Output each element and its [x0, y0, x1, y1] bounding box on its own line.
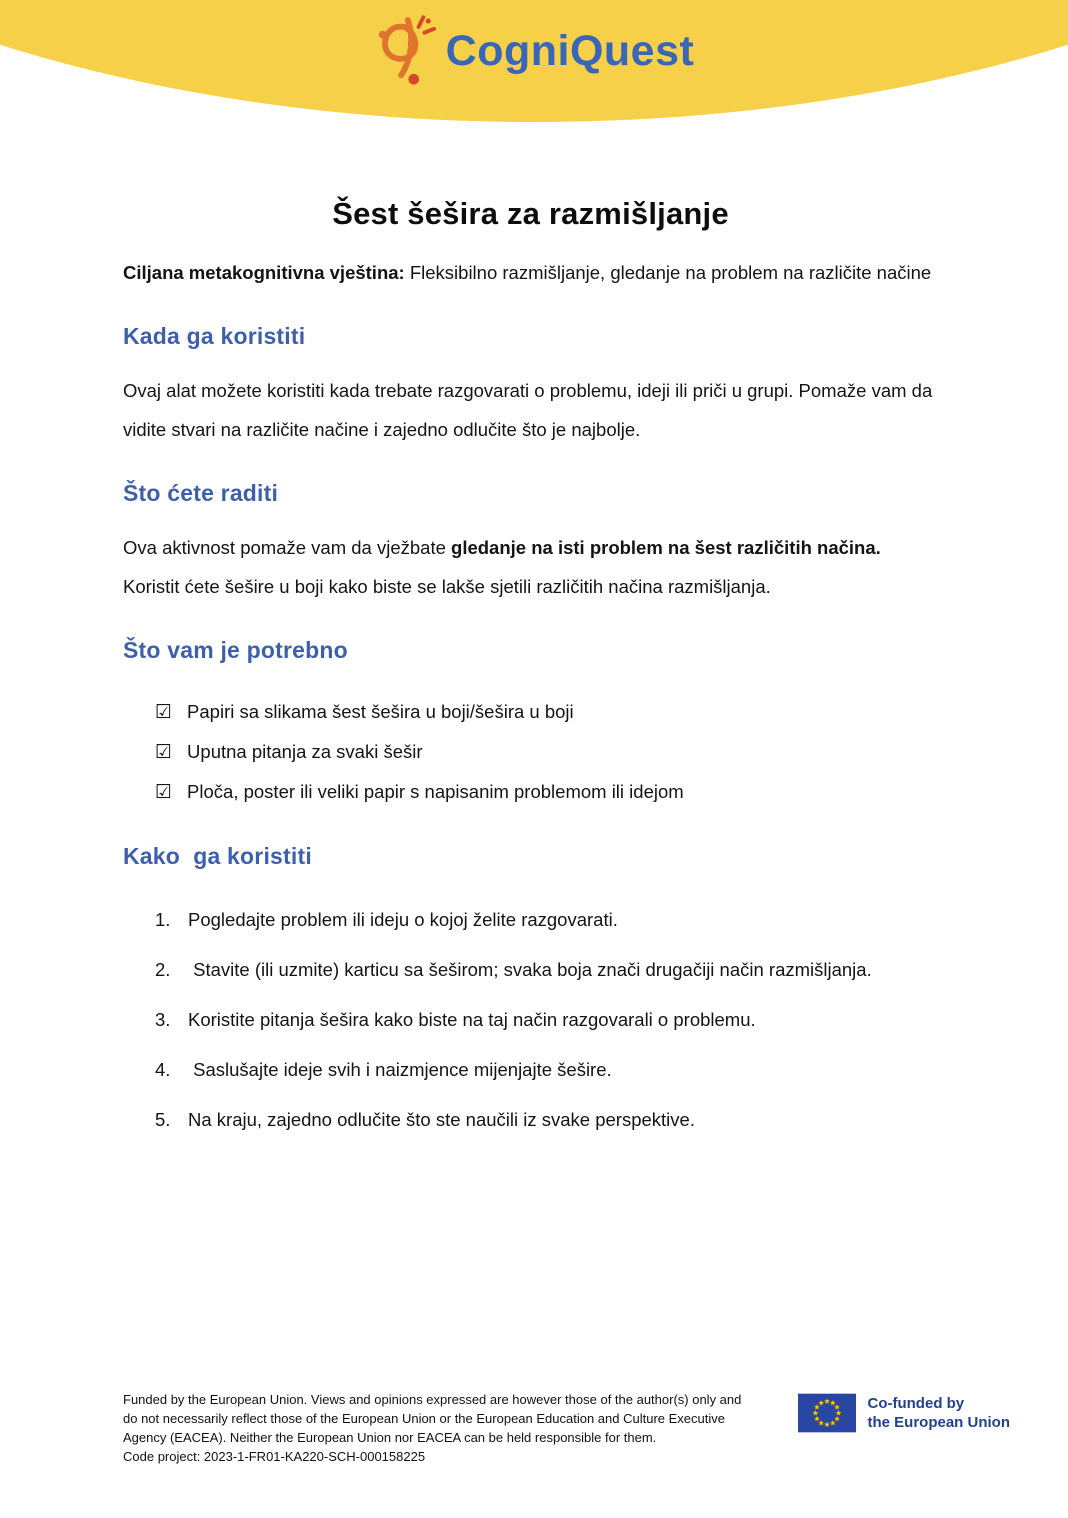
checked-checkbox-icon: ☑ [155, 780, 173, 803]
section-heading-what: Što ćete raditi [123, 479, 279, 506]
step-text: Na kraju, zajedno odlučite što ste naučili iz svake perspektive. [188, 1108, 695, 1130]
step-number: 5. [155, 1108, 171, 1130]
footer-line: do not necessarily reflect those of the European Union or the European Education and Culture Executive [123, 1411, 725, 1426]
step-number: 3. [155, 1008, 171, 1030]
footer-line: Agency (EACEA). Neither the European Union nor EACEA can be held responsible for them. [123, 1430, 657, 1445]
checklist-item-label: Ploča, poster ili veliki papir s napisanim problemom ili idejom [187, 780, 684, 802]
needs-checklist [123, 692, 938, 812]
step-text: Stavite (ili uzmite) karticu sa šeširom; svaka boja znači drugačiji način razmišljanja. [188, 958, 872, 980]
step-number: 1. [155, 908, 171, 930]
what-text-bold: gledanje na isti problem na šest različitih načina. [451, 536, 881, 558]
footer-disclaimer [123, 1390, 788, 1466]
eu-badge-label-line2: the European Union [867, 1414, 1010, 1431]
intro-label: Ciljana metakognitivna vještina: [123, 261, 405, 283]
checked-checkbox-icon: ☑ [155, 700, 173, 723]
step-item [155, 1100, 938, 1139]
eu-badge-label [868, 1393, 1011, 1432]
footer-line: Funded by the European Union. Views and opinions expressed are however those of the author(s) only and [123, 1392, 742, 1407]
what-text-start: Ova aktivnost pomaže vam da vježbate [123, 536, 452, 558]
step-text: Koristite pitanja šešira kako biste na taj način razgovarali o problemu. [188, 1008, 756, 1030]
footer [123, 1390, 1010, 1466]
step-number: 2. [155, 958, 171, 980]
how-steps-list [123, 900, 938, 1139]
checklist-item [155, 692, 938, 732]
intro-text: Fleksibilno razmišljanje, gledanje na problem na različite načine [404, 261, 932, 283]
brand-name: CogniQuest [445, 26, 695, 75]
eu-cofunded-badge [798, 1390, 1011, 1433]
footer-line: Code project: 2023-1-FR01-KA220-SCH-000158225 [123, 1449, 426, 1464]
step-text: Pogledajte problem ili ideju o kojoj želite razgovarati. [188, 908, 618, 930]
document-body [123, 0, 938, 1150]
checklist-item-label: Papiri sa slikama šest šešira u boji/šešira u boji [187, 700, 574, 722]
checklist-item [155, 772, 938, 812]
what-paragraph [123, 528, 938, 606]
eu-badge-label-line1: Co-funded by [867, 1395, 965, 1412]
page-title: Šest šešira za razmišljanje [332, 196, 729, 231]
step-text: Saslušajte ideje svih i naizmjence mijenjajte šešire. [188, 1058, 612, 1080]
intro-paragraph [123, 253, 938, 292]
step-item [155, 950, 938, 989]
step-item [155, 1050, 938, 1089]
section-heading-how: Kako ga koristiti [123, 842, 312, 869]
section-heading-when: Kada ga koristiti [123, 322, 306, 349]
eu-flag-icon [798, 1393, 856, 1433]
step-item [155, 1000, 938, 1039]
step-item [155, 900, 938, 939]
section-heading-needs: Što vam je potrebno [123, 636, 348, 663]
what-text-end: Koristit ćete šešire u boji kako biste se lakše sjetili različitih načina razmišljanja. [123, 536, 886, 597]
when-paragraph: Ovaj alat možete koristiti kada trebate razgovarati o problemu, ideji ili priči u grupi. Pomaže vam da vidite stvari na različite načine i zajedno odlučite što je najbolje. [123, 379, 938, 440]
checked-checkbox-icon: ☑ [155, 740, 173, 763]
checklist-item-label: Uputna pitanja za svaki šešir [187, 740, 423, 762]
checklist-item [155, 732, 938, 772]
step-number: 4. [155, 1058, 171, 1080]
